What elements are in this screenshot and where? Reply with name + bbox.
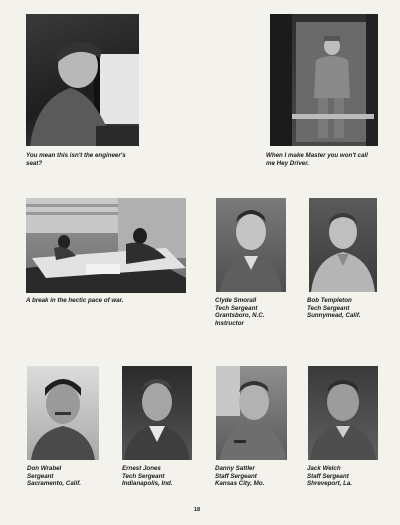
don-wrabel-caption: Don Wrabel Sergeant Sacramento, Calif.: [27, 465, 81, 488]
ernest-jones-caption: Ernest Jones Tech Sergeant Indianapolis, Ind.: [122, 465, 173, 488]
page-number: 18: [194, 507, 201, 513]
hey-driver-photo: [270, 14, 378, 146]
bob-templeton-caption: Bob Templeton Tech Sergeant Sunnymead, Calif.: [307, 297, 361, 320]
clyde-smorall-photo: [216, 198, 286, 292]
engineer-seat-caption: You mean this isn't the engineer's seat?: [26, 152, 126, 167]
danny-sattler-caption: Danny Sattler Staff Sergeant Kansas City, Mo.: [215, 465, 265, 488]
bob-templeton-photo: [309, 198, 377, 292]
engineer-seat-photo: [26, 14, 139, 146]
break-caption: A break in the hectic pace of war.: [26, 297, 124, 304]
jack-welch-caption: Jack Welch Staff Sergeant Shreveport, La.: [307, 465, 353, 488]
ernest-jones-photo: [122, 366, 192, 460]
jack-welch-photo: [308, 366, 378, 460]
don-wrabel-photo: [27, 366, 99, 460]
danny-sattler-photo: [216, 366, 287, 460]
clyde-smorall-caption: Clyde Smorall Tech Sergeant Grantsboro, N.C. Instructor: [215, 297, 265, 327]
hey-driver-caption: When I make Master you won't call me Hey Driver.: [266, 152, 368, 167]
break-photo: [26, 198, 186, 293]
